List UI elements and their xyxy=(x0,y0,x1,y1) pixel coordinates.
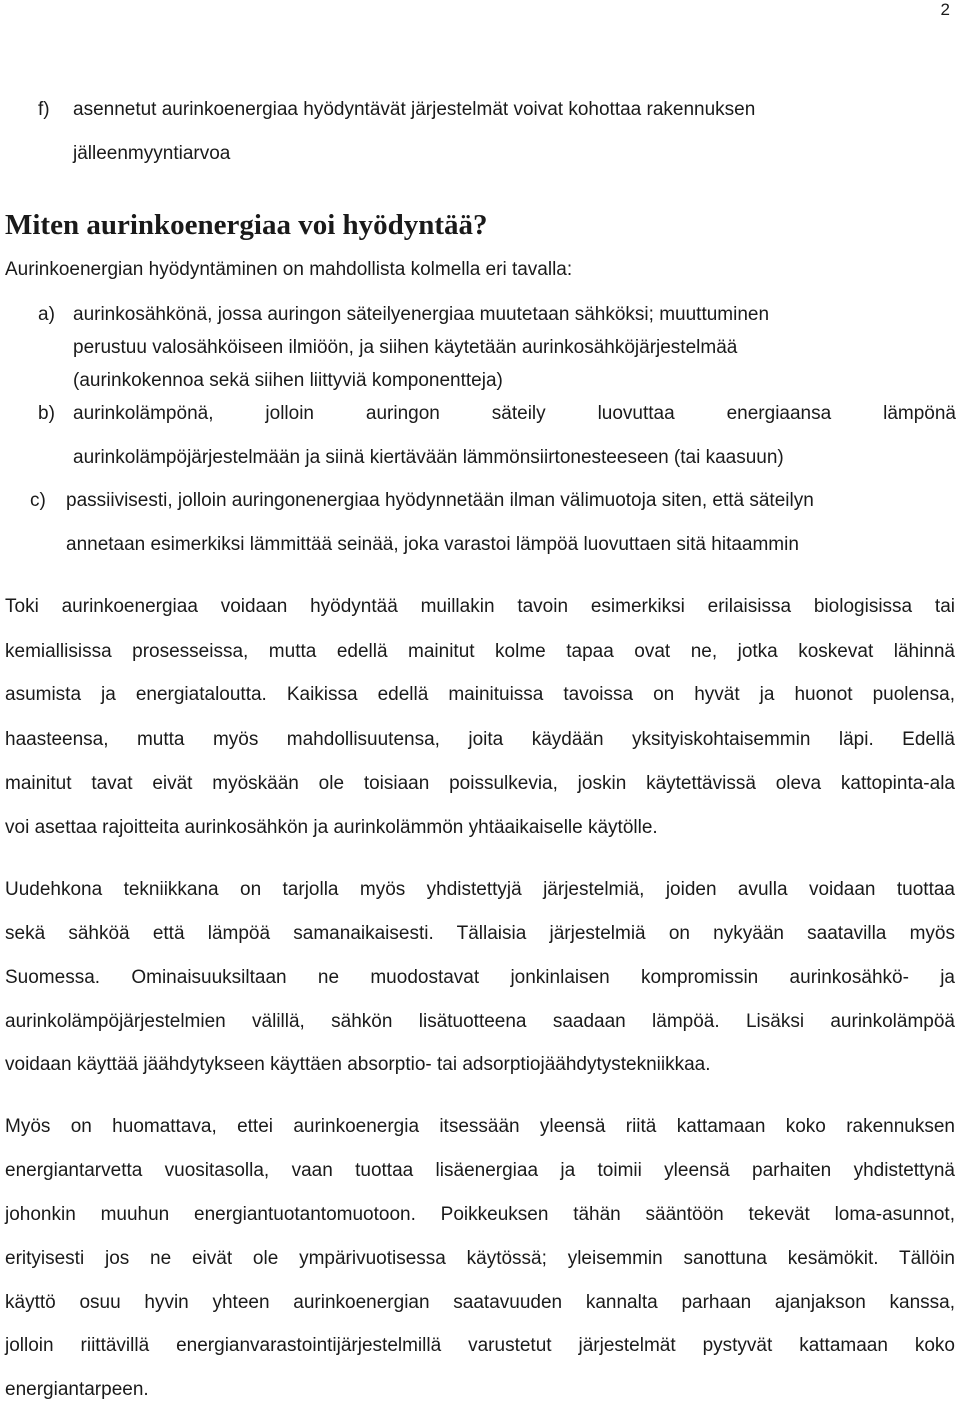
paragraph-1-line: mainitut tavat eivät myöskään ole toisiaan poissulkevia, joskin käytettävissä oleva kattopinta-ala xyxy=(5,773,955,794)
paragraph-1-line: kemiallisissa prosesseissa, mutta edellä mainitut kolme tapaa ovat ne, jotka koskevat lähinnä xyxy=(5,641,955,662)
list-item-f-line2: jälleenmyyntiarvoa xyxy=(73,143,231,164)
paragraph-2-line: voidaan käyttää jäähdytykseen käyttäen absorptio- tai adsorptiojäähdytystekniikkaa. xyxy=(5,1054,711,1075)
paragraph-2-line: Uudehkona tekniikkana on tarjolla myös yhdistettyjä järjestelmiä, joiden avulla voidaan tuottaa xyxy=(5,879,955,900)
paragraph-1-line: Toki aurinkoenergiaa voidaan hyödyntää muillakin tavoin esimerkiksi erilaisissa biologisissa tai xyxy=(5,596,955,617)
paragraph-3-line: energiantarpeen. xyxy=(5,1379,149,1400)
paragraph-2-line: aurinkolämpöjärjestelmien välillä, sähkön lisätuotteena saadaan lämpöä. Lisäksi aurinkolämpöä xyxy=(5,1011,955,1032)
page-number: 2 xyxy=(940,0,950,19)
list-item-a-line1: aurinkosähkönä, jossa auringon säteilyenergiaa muutetaan sähköksi; muuttuminen xyxy=(73,304,770,325)
list-item-a-line3: (aurinkokennoa sekä siihen liittyviä komponentteja) xyxy=(73,370,503,391)
paragraph-1-line: haasteensa, mutta myös mahdollisuutensa, joita käydään yksityiskohtaisemmin läpi. Edellä xyxy=(5,729,955,750)
paragraph-3-line: erityisesti jos ne eivät ole ympärivuotisessa käytössä; yleisemmin sanottuna kesämökit. Tällöin xyxy=(5,1248,955,1269)
paragraph-3-line: johonkin muuhun energiantuotantomuotoon. Poikkeuksen tähän sääntöön tekevät loma-asunnot, xyxy=(5,1204,955,1225)
paragraph-1-line: asumista ja energiataloutta. Kaikissa edellä mainituissa tavoissa on hyvät ja huonot puolensa, xyxy=(5,684,955,705)
paragraph-3-line: käyttö osuu hyvin yhteen aurinkoenergian saatavuuden kannalta parhaan ajanjakson kanssa, xyxy=(5,1292,955,1313)
paragraph-3-line: Myös on huomattava, ettei aurinkoenergia itsessään yleensä riitä kattamaan koko rakennuksen xyxy=(5,1116,955,1137)
list-item-c-line1: passiivisesti, jolloin auringonenergiaa hyödynnetään ilman välimuotoja siten, että säteilyn xyxy=(66,490,814,511)
list-item-b-line1: aurinkolämpönä, jolloin auringon säteily luovuttaa energiaansa lämpönä xyxy=(73,403,956,424)
list-item-c-line2: annetaan esimerkiksi lämmittää seinää, joka varastoi lämpöä luovuttaen sitä hitaammin xyxy=(66,534,799,555)
list-marker-a: a) xyxy=(38,304,55,325)
list-marker-c: c) xyxy=(30,490,46,511)
list-item-f-line1: asennetut aurinkoenergiaa hyödyntävät järjestelmät voivat kohottaa rakennuksen xyxy=(73,99,756,120)
list-item-a-line2: perustuu valosähköiseen ilmiöön, ja siihen käytetään aurinkosähköjärjestelmää xyxy=(73,337,738,358)
list-marker-f: f) xyxy=(38,99,50,120)
list-item-b-line2: aurinkolämpöjärjestelmään ja siinä kiertävään lämmönsiirtonesteeseen (tai kaasuun) xyxy=(73,447,784,468)
paragraph-3-line: energiantarvetta vuositasolla, vaan tuottaa lisäenergiaa ja toimii yleensä parhaiten yhdistettynä xyxy=(5,1160,955,1181)
list-marker-b: b) xyxy=(38,403,55,424)
intro-text: Aurinkoenergian hyödyntäminen on mahdollista kolmella eri tavalla: xyxy=(5,259,573,280)
paragraph-1-line: voi asettaa rajoitteita aurinkosähkön ja aurinkolämmön yhtäaikaiselle käytölle. xyxy=(5,817,658,838)
paragraph-2-line: sekä sähköä että lämpöä samanaikaisesti. Tällaisia järjestelmiä on nykyään saatavilla myös xyxy=(5,923,955,944)
section-heading: Miten aurinkoenergiaa voi hyödyntää? xyxy=(5,209,488,241)
paragraph-2-line: Suomessa. Ominaisuuksiltaan ne muodostavat jonkinlaisen kompromissin aurinkosähkö- ja xyxy=(5,967,955,988)
paragraph-3-line: jolloin riittävillä energianvarastointijärjestelmillä varustetut järjestelmät pystyvät kattamaan koko xyxy=(5,1335,955,1356)
